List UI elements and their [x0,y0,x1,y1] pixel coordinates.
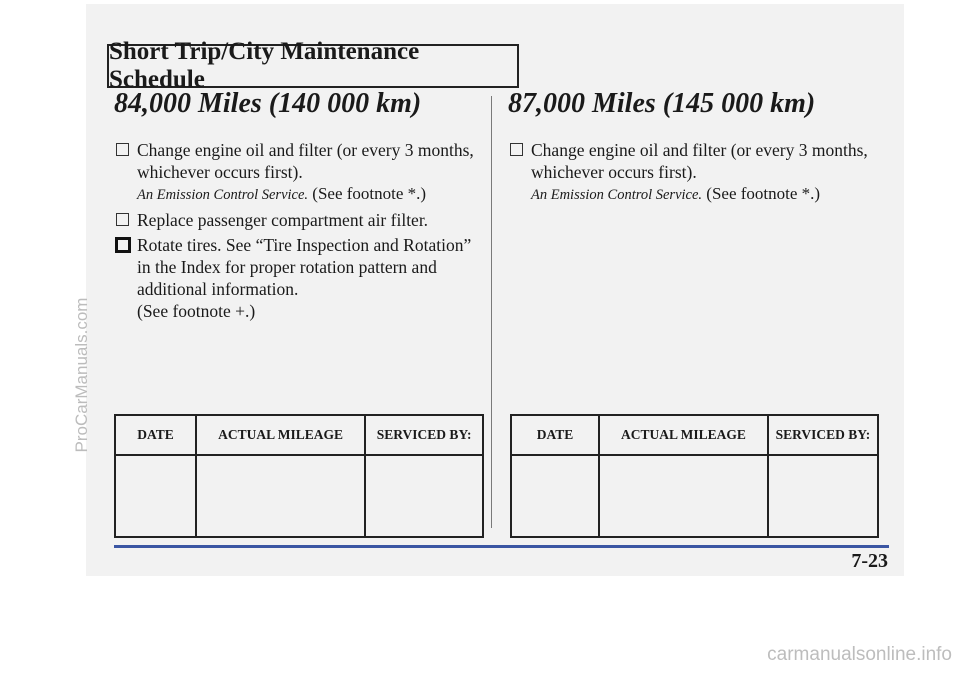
log-header-serviced-by: SERVICED BY: [365,415,483,455]
log-cell-mileage[interactable] [599,455,768,537]
item-text: Replace passenger compartment air filter. [137,210,429,230]
column-divider [491,96,492,528]
checkbox[interactable] [116,143,129,156]
checklist-item [116,234,486,322]
right-checklist [510,139,880,209]
log-header-date: DATE [115,415,196,455]
log-cell-serviced-by[interactable] [365,455,483,537]
left-mileage-title: 84,000 Miles (140 000 km) [114,88,422,119]
log-header-serviced-by: SERVICED BY: [768,415,878,455]
left-service-log [114,414,484,538]
log-header-mileage: ACTUAL MILEAGE [599,415,768,455]
item-text: Change engine oil and filter (or every 3 months, whichever occurs first). [137,140,474,182]
right-mileage-title: 87,000 Miles (145 000 km) [508,88,816,119]
footnote-ref: (See footnote *.) [706,184,821,203]
checkbox[interactable] [115,237,131,253]
section-title: Short Trip/City Maintenance Schedule [109,38,420,93]
log-cell-date[interactable] [511,455,599,537]
service-note [137,183,486,206]
checkbox[interactable] [510,143,523,156]
vertical-watermark: ProCarManuals.com [72,297,91,453]
log-header-mileage: ACTUAL MILEAGE [196,415,365,455]
footer-rule [114,545,889,548]
log-cell-mileage[interactable] [196,455,365,537]
log-cell-serviced-by[interactable] [768,455,878,537]
log-cell-date[interactable] [115,455,196,537]
log-header-date: DATE [511,415,599,455]
checklist-item [510,139,880,206]
page-number: 7-23 [851,550,888,572]
checkbox[interactable] [116,213,129,226]
footnote-ref: (See footnote *.) [312,184,427,203]
right-service-log [510,414,879,538]
bottom-watermark: carmanualsonline.info [767,644,952,665]
checklist-item [116,209,486,231]
service-note [531,183,880,206]
item-text: Rotate tires. See “Tire Inspection and Rotation” in the Index for proper rotation pattern and additional information. [137,235,472,299]
checklist-item [116,139,486,206]
item-text: Change engine oil and filter (or every 3 months, whichever occurs first). [531,140,868,182]
emission-note: An Emission Control Service. [137,187,309,203]
emission-note: An Emission Control Service. [531,187,703,203]
section-header [107,38,519,93]
left-checklist [116,139,486,325]
footnote-ref: (See footnote +.) [137,301,256,321]
